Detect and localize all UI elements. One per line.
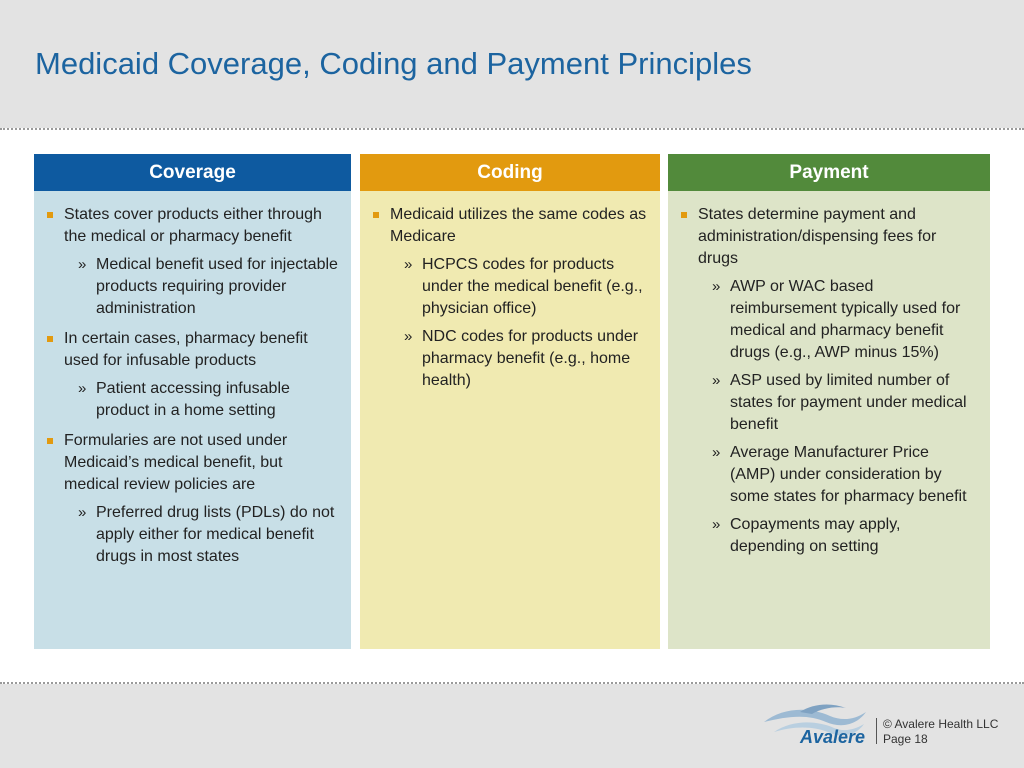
footer-band: [0, 684, 1024, 768]
bullet-item: [46, 430, 339, 496]
sub-bullet-marker: »: [712, 278, 721, 295]
avalere-logo-text: Avalere: [800, 727, 866, 747]
sub-bullet-item: [372, 326, 648, 392]
sub-bullet-text: Average Manufacturer Price (AMP) under consideration by some states for pharmacy benefit: [730, 444, 967, 505]
sub-bullet-marker: »: [404, 328, 413, 345]
sub-bullet-marker: »: [712, 444, 721, 461]
coverage-column: [34, 154, 351, 649]
square-bullet-icon: [47, 212, 53, 218]
sub-bullet-text: HCPCS codes for products under the medical benefit (e.g., physician office): [422, 256, 643, 317]
coding-body: [360, 191, 660, 649]
sub-bullet-marker: »: [712, 372, 721, 389]
sub-bullet-text: Copayments may apply, depending on setting: [730, 516, 901, 555]
coverage-body: [34, 191, 351, 649]
page-number: Page 18: [883, 732, 928, 746]
payment-header: Payment: [668, 154, 990, 191]
sub-bullet-marker: »: [78, 256, 87, 273]
bullet-item: [372, 204, 648, 248]
bullet-item: [46, 204, 339, 248]
sub-bullet-marker: »: [78, 504, 87, 521]
sub-bullet-text: Patient accessing infusable product in a home setting: [96, 380, 290, 419]
sub-bullet-text: Medical benefit used for injectable products requiring provider administration: [96, 256, 338, 317]
bullet-item: [680, 204, 978, 270]
coverage-header: Coverage: [34, 154, 351, 191]
sub-bullet-item: [46, 254, 339, 320]
square-bullet-icon: [373, 212, 379, 218]
sub-bullet-item: [372, 254, 648, 320]
bullet-text: Formularies are not used under Medicaid’s medical benefit, but medical review policies are: [64, 432, 288, 493]
square-bullet-icon: [681, 212, 687, 218]
sub-bullet-item: [680, 514, 978, 558]
sub-bullet-item: [680, 276, 978, 364]
sub-bullet-item: [680, 442, 978, 508]
sub-bullet-marker: »: [404, 256, 413, 273]
bullet-item: [46, 328, 339, 372]
payment-column: [668, 154, 990, 649]
coding-header: Coding: [360, 154, 660, 191]
square-bullet-icon: [47, 336, 53, 342]
sub-bullet-text: AWP or WAC based reimbursement typically used for medical and pharmacy benefit drugs (e.g., AWP minus 15%): [730, 278, 961, 361]
sub-bullet-item: [46, 378, 339, 422]
sub-bullet-item: [46, 502, 339, 568]
sub-bullet-item: [680, 370, 978, 436]
bullet-text: Medicaid utilizes the same codes as Medicare: [390, 206, 647, 245]
payment-body: [668, 191, 990, 649]
top-divider: [0, 128, 1024, 130]
sub-bullet-text: ASP used by limited number of states for payment under medical benefit: [730, 372, 967, 433]
coding-column: [360, 154, 660, 649]
page-title: Medicaid Coverage, Coding and Payment Principles: [35, 46, 752, 81]
sub-bullet-marker: »: [712, 516, 721, 533]
sub-bullet-text: NDC codes for products under pharmacy benefit (e.g., home health): [422, 328, 639, 389]
sub-bullet-text: Preferred drug lists (PDLs) do not apply either for medical benefit drugs in most states: [96, 504, 335, 565]
bullet-text: States cover products either through the medical or pharmacy benefit: [64, 206, 322, 245]
square-bullet-icon: [47, 438, 53, 444]
footer-copyright: [883, 717, 998, 747]
bullet-text: States determine payment and administration/dispensing fees for drugs: [698, 206, 937, 267]
copyright-text: © Avalere Health LLC: [883, 717, 999, 731]
bullet-text: In certain cases, pharmacy benefit used for infusable products: [64, 330, 308, 369]
footer-divider: [876, 718, 877, 744]
sub-bullet-marker: »: [78, 380, 87, 397]
